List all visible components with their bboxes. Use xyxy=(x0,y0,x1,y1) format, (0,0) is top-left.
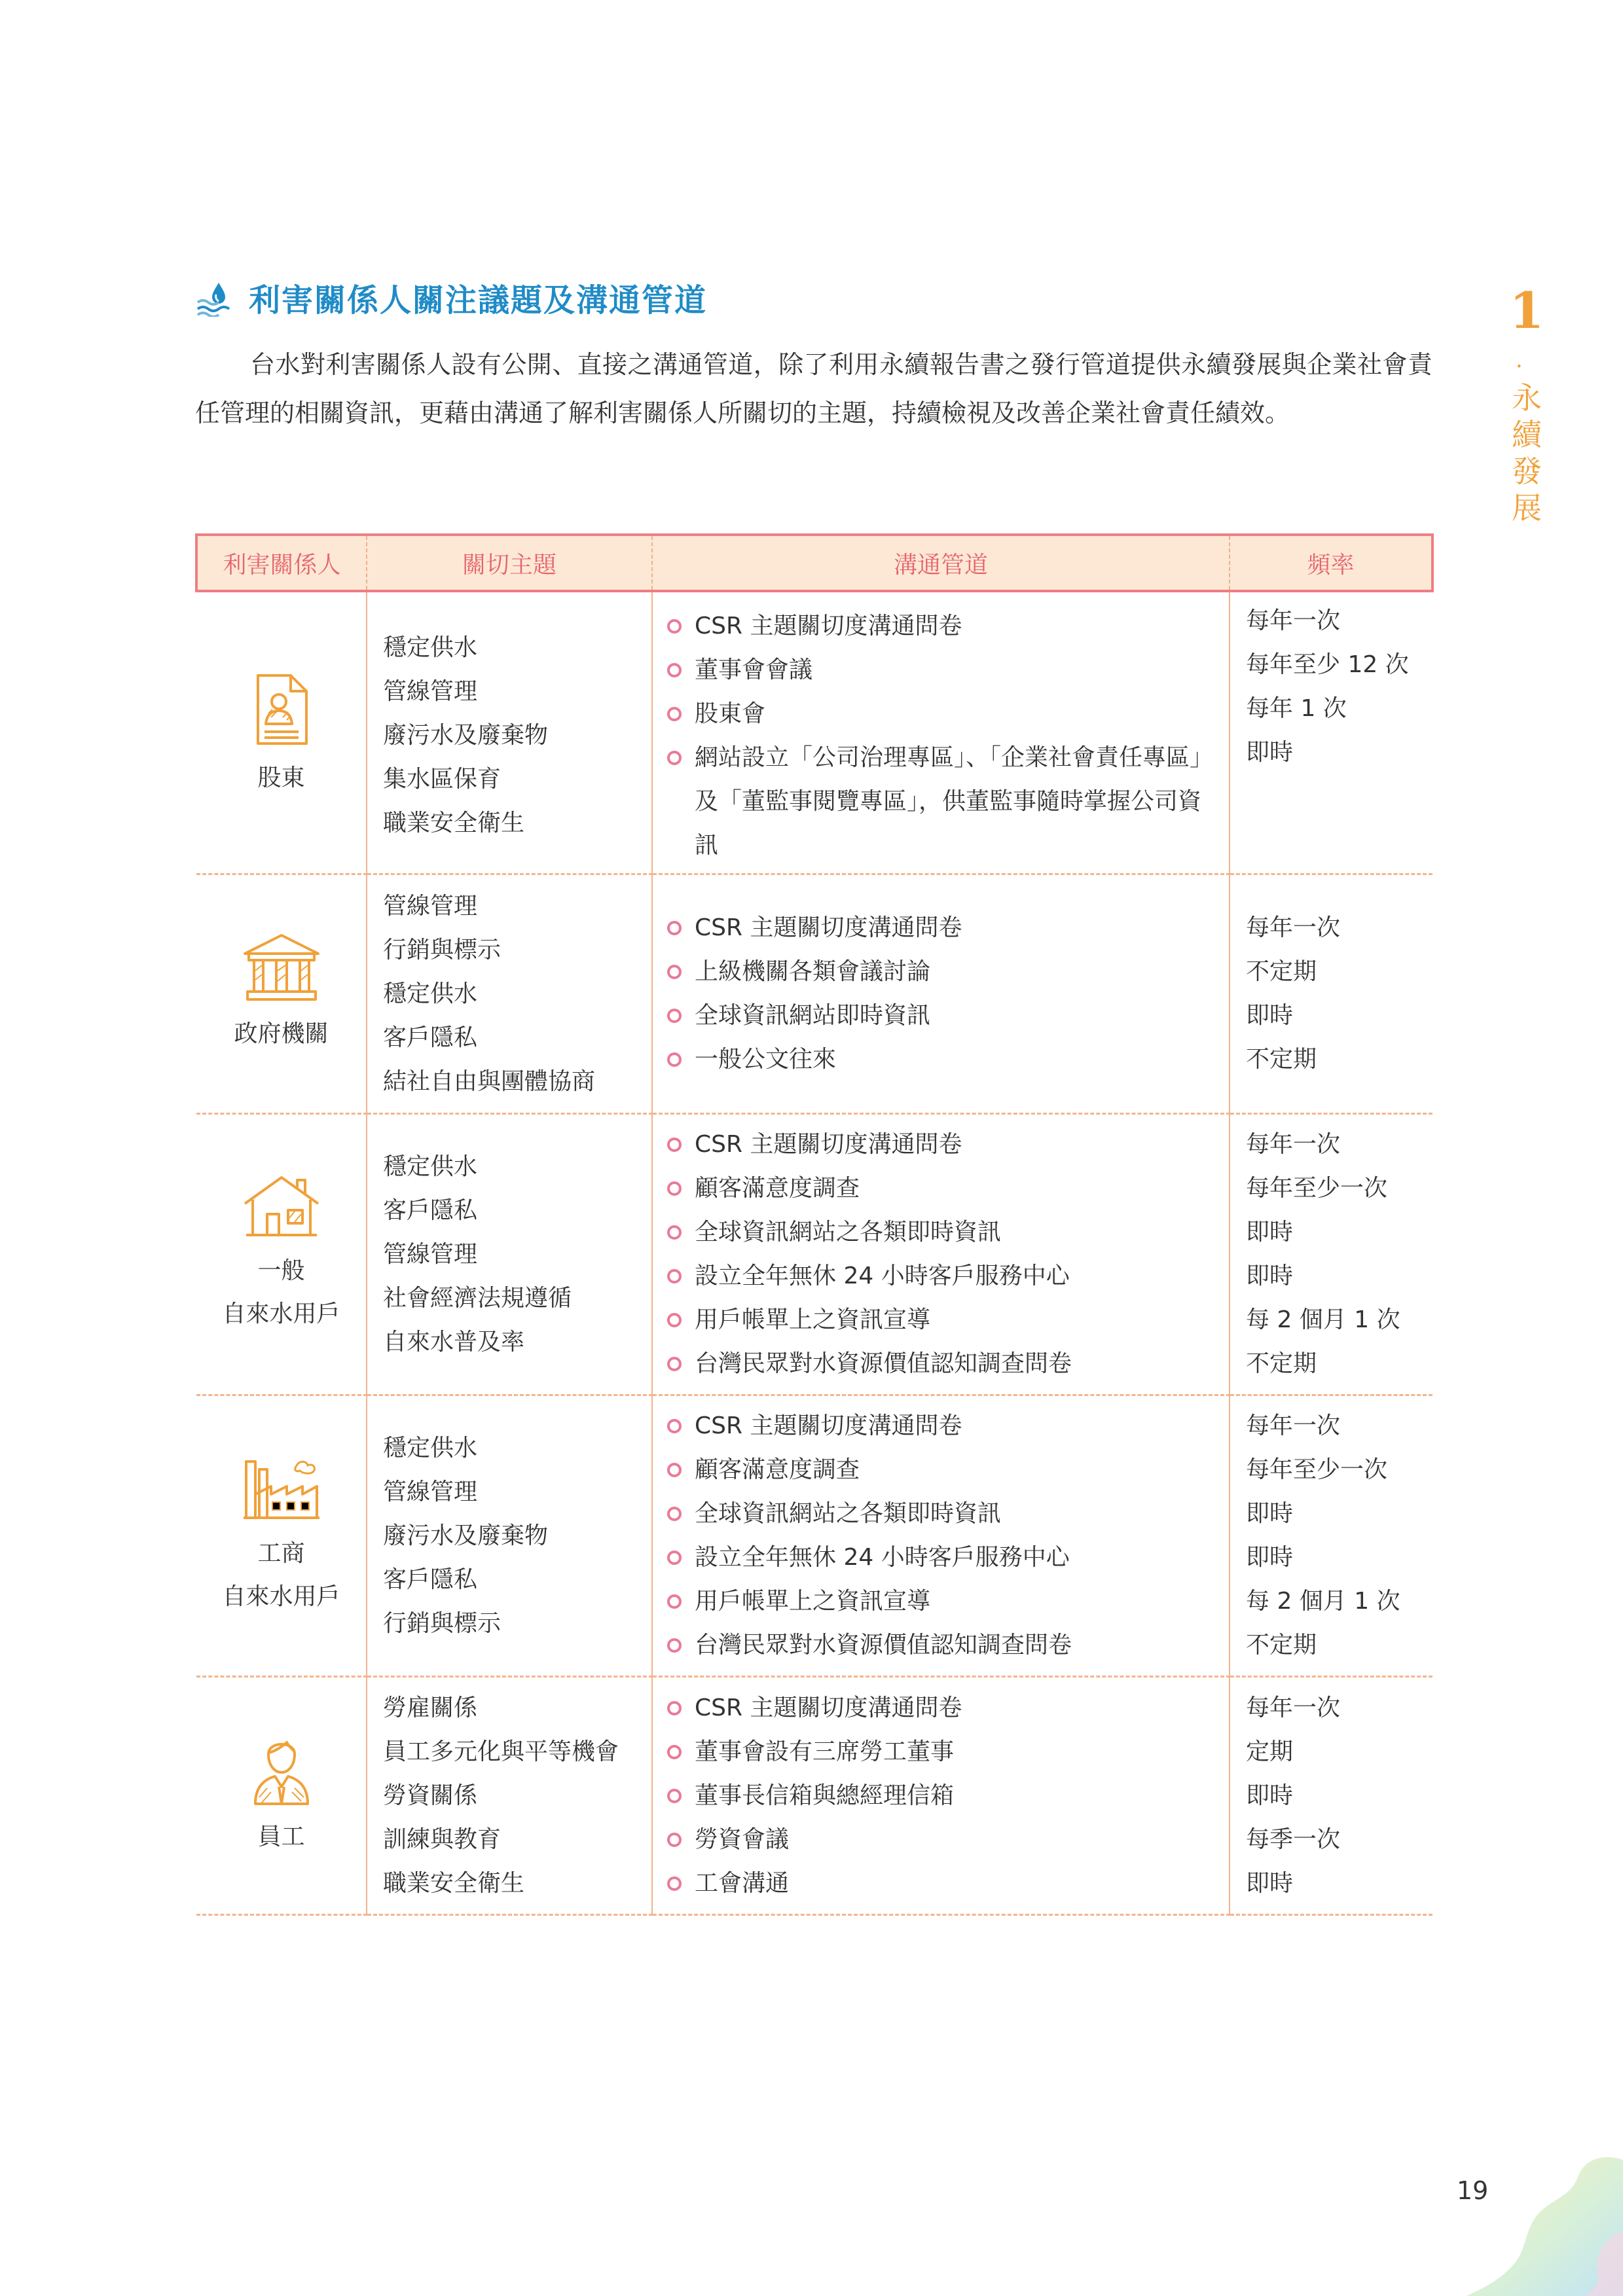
frequency-item: 每年 1 次 xyxy=(1246,695,1347,722)
channel-item: 工會溝通 xyxy=(666,1861,1216,1905)
frequency-item: 即時 xyxy=(1246,1544,1294,1571)
table-row xyxy=(196,874,1432,1113)
table-row xyxy=(196,1395,1432,1676)
topic-item: 社會經濟法規遵循 xyxy=(383,1284,572,1312)
topics-cell xyxy=(367,1395,652,1676)
frequency-item: 每年至少一次 xyxy=(1246,1456,1388,1483)
channel-item: 董事會設有三席勞工董事 xyxy=(666,1730,1216,1774)
frequency-item: 每 2 個月 1 次 xyxy=(1246,1588,1400,1615)
frequency-item: 每季一次 xyxy=(1246,1825,1341,1853)
channels-cell xyxy=(652,591,1230,874)
frequency-item: 不定期 xyxy=(1246,958,1317,985)
channel-item: 全球資訊網站之各類即時資訊 xyxy=(666,1210,1216,1254)
frequency-item: 即時 xyxy=(1246,1219,1294,1246)
frequency-item: 即時 xyxy=(1246,1869,1294,1897)
stakeholder-name: 工商 xyxy=(257,1540,305,1567)
topic-item: 穩定供水 xyxy=(383,1153,478,1180)
channel-item: 網站設立「公司治理專區」、「企業社會責任專區」及「董監事閱覽專區」，供董監事隨時掌握公司資訊 xyxy=(666,736,1216,867)
shareholder-document-icon xyxy=(249,672,314,749)
topic-item: 管線管理 xyxy=(383,892,478,920)
channel-item: 設立全年無休 24 小時客戶服務中心 xyxy=(666,1254,1216,1298)
channel-item: 顧客滿意度調查 xyxy=(666,1166,1216,1210)
channel-item: 董事長信箱與總經理信箱 xyxy=(666,1774,1216,1818)
topic-item: 行銷與標示 xyxy=(383,1609,501,1637)
channel-item: CSR 主題關切度溝通問卷 xyxy=(666,1404,1216,1448)
topic-item: 結社自由與團體協商 xyxy=(383,1067,596,1095)
topic-item: 自來水普及率 xyxy=(383,1328,525,1355)
chapter-number: 1 xyxy=(1509,281,1544,340)
frequency-item: 每年一次 xyxy=(1246,1131,1341,1158)
topics-cell xyxy=(367,591,652,874)
stakeholder-cell xyxy=(196,1395,367,1676)
channel-item: 一般公文往來 xyxy=(666,1037,1216,1081)
channel-item: 用戶帳單上之資訊宣導 xyxy=(666,1298,1216,1342)
channel-item: CSR 主題關切度溝通問卷 xyxy=(666,1122,1216,1166)
topic-item: 訓練與教育 xyxy=(383,1825,501,1853)
topic-item: 穩定供水 xyxy=(383,980,478,1007)
decorative-corner-shape xyxy=(1467,2153,1623,2296)
channels-cell xyxy=(652,874,1230,1113)
table-header-row xyxy=(196,535,1432,591)
topic-item: 廢污水及廢棄物 xyxy=(383,722,549,749)
stakeholder-cell xyxy=(196,591,367,874)
frequency-item: 不定期 xyxy=(1246,1350,1317,1377)
header-channels: 溝通管道 xyxy=(652,535,1230,591)
stakeholder-name: 自來水用戶 xyxy=(222,1300,340,1327)
header-frequency: 頻率 xyxy=(1230,535,1432,591)
frequency-cell xyxy=(1230,1676,1432,1914)
channel-item: 全球資訊網站即時資訊 xyxy=(666,994,1216,1037)
channels-cell xyxy=(652,1113,1230,1395)
topic-item: 客戶隱私 xyxy=(383,1566,478,1593)
topic-item: 職業安全衛生 xyxy=(383,810,525,837)
frequency-item: 不定期 xyxy=(1246,1632,1317,1659)
frequency-item: 即時 xyxy=(1246,739,1294,766)
frequency-item: 每年一次 xyxy=(1246,1694,1341,1721)
topic-item: 集水區保育 xyxy=(383,766,501,793)
topic-item: 穩定供水 xyxy=(383,1434,478,1462)
frequency-item: 每年一次 xyxy=(1246,1412,1341,1439)
frequency-item: 即時 xyxy=(1246,1782,1294,1809)
chapter-marker xyxy=(1501,281,1553,526)
stakeholder-cell xyxy=(196,1113,367,1395)
table-row xyxy=(196,591,1432,874)
page-number: 19 xyxy=(1457,2176,1489,2205)
topics-cell xyxy=(367,874,652,1113)
stakeholder-name: 自來水用戶 xyxy=(222,1583,340,1610)
frequency-cell xyxy=(1230,1113,1432,1395)
channels-cell xyxy=(652,1395,1230,1676)
header-stakeholder: 利害關係人 xyxy=(196,535,367,591)
channel-item: CSR 主題關切度溝通問卷 xyxy=(666,604,1216,648)
topic-item: 管線管理 xyxy=(383,1478,478,1505)
intro-paragraph: 台水對利害關係人設有公開、直接之溝通管道，除了利用永續報告書之發行管道提供永續發展與企業社會責任管理的相關資訊，更藉由溝通了解利害關係人所關切的主題，持續檢視及改善企業社會責任績效。 xyxy=(195,350,1432,427)
stakeholder-table xyxy=(195,533,1434,1916)
topics-cell xyxy=(367,1113,652,1395)
topic-item: 廢污水及廢棄物 xyxy=(383,1522,549,1549)
frequency-item: 即時 xyxy=(1246,1263,1294,1289)
table-row xyxy=(196,1676,1432,1914)
stakeholder-cell xyxy=(196,874,367,1113)
topic-item: 穩定供水 xyxy=(383,634,478,662)
channel-item: 顧客滿意度調查 xyxy=(666,1448,1216,1492)
stakeholder-name: 股東 xyxy=(257,764,305,792)
water-wave-icon xyxy=(196,279,234,317)
section-heading: 利害關係人關注議題及溝通管道 xyxy=(249,282,708,319)
topic-item: 勞資關係 xyxy=(383,1782,478,1809)
frequency-cell xyxy=(1230,1395,1432,1676)
topic-item: 客戶隱私 xyxy=(383,1196,478,1224)
frequency-item: 每年一次 xyxy=(1246,607,1341,634)
channel-item: 全球資訊網站之各類即時資訊 xyxy=(666,1492,1216,1535)
table-row xyxy=(196,1113,1432,1395)
topics-cell xyxy=(367,1676,652,1914)
topic-item: 管線管理 xyxy=(383,678,478,706)
topic-item: 勞雇關係 xyxy=(383,1694,478,1721)
frequency-item: 即時 xyxy=(1246,1500,1294,1527)
topic-item: 管線管理 xyxy=(383,1240,478,1268)
frequency-item: 每 2 個月 1 次 xyxy=(1246,1306,1400,1333)
channel-item: CSR 主題關切度溝通問卷 xyxy=(666,1686,1216,1730)
channel-item: 勞資會議 xyxy=(666,1818,1216,1861)
stakeholder-name: 一般 xyxy=(257,1257,305,1284)
stakeholder-name: 員工 xyxy=(257,1823,305,1850)
stakeholder-cell xyxy=(196,1676,367,1914)
factory-icon xyxy=(241,1452,322,1524)
topic-item: 員工多元化與平等機會 xyxy=(383,1738,619,1765)
section-title xyxy=(196,275,707,320)
header-topics: 關切主題 xyxy=(367,535,652,591)
stakeholder-name: 政府機關 xyxy=(234,1020,329,1047)
frequency-cell xyxy=(1230,591,1432,874)
topic-item: 職業安全衛生 xyxy=(383,1869,525,1897)
chapter-separator: ． xyxy=(1516,347,1538,373)
government-building-icon xyxy=(241,931,322,1005)
channel-item: 股東會 xyxy=(666,692,1216,736)
channel-item: 董事會會議 xyxy=(666,648,1216,692)
frequency-item: 不定期 xyxy=(1246,1046,1317,1073)
employee-person-icon xyxy=(249,1732,314,1808)
house-icon xyxy=(241,1172,322,1242)
topic-item: 客戶隱私 xyxy=(383,1024,478,1051)
frequency-item: 每年至少 12 次 xyxy=(1246,651,1409,678)
topic-item: 行銷與標示 xyxy=(383,936,501,963)
frequency-item: 每年一次 xyxy=(1246,914,1341,941)
frequency-cell xyxy=(1230,874,1432,1113)
channel-item: 台灣民眾對水資源價值認知調查問卷 xyxy=(666,1342,1216,1386)
frequency-item: 即時 xyxy=(1246,1002,1294,1029)
channel-item: 設立全年無休 24 小時客戶服務中心 xyxy=(666,1535,1216,1579)
chapter-title: 永續發展 xyxy=(1512,380,1542,526)
channels-cell xyxy=(652,1676,1230,1914)
frequency-item: 定期 xyxy=(1246,1738,1294,1765)
channel-item: 台灣民眾對水資源價值認知調查問卷 xyxy=(666,1623,1216,1667)
channel-item: CSR 主題關切度溝通問卷 xyxy=(666,906,1216,950)
frequency-item: 每年至少一次 xyxy=(1246,1175,1388,1202)
channel-item: 用戶帳單上之資訊宣導 xyxy=(666,1579,1216,1623)
channel-item: 上級機關各類會議討論 xyxy=(666,950,1216,994)
